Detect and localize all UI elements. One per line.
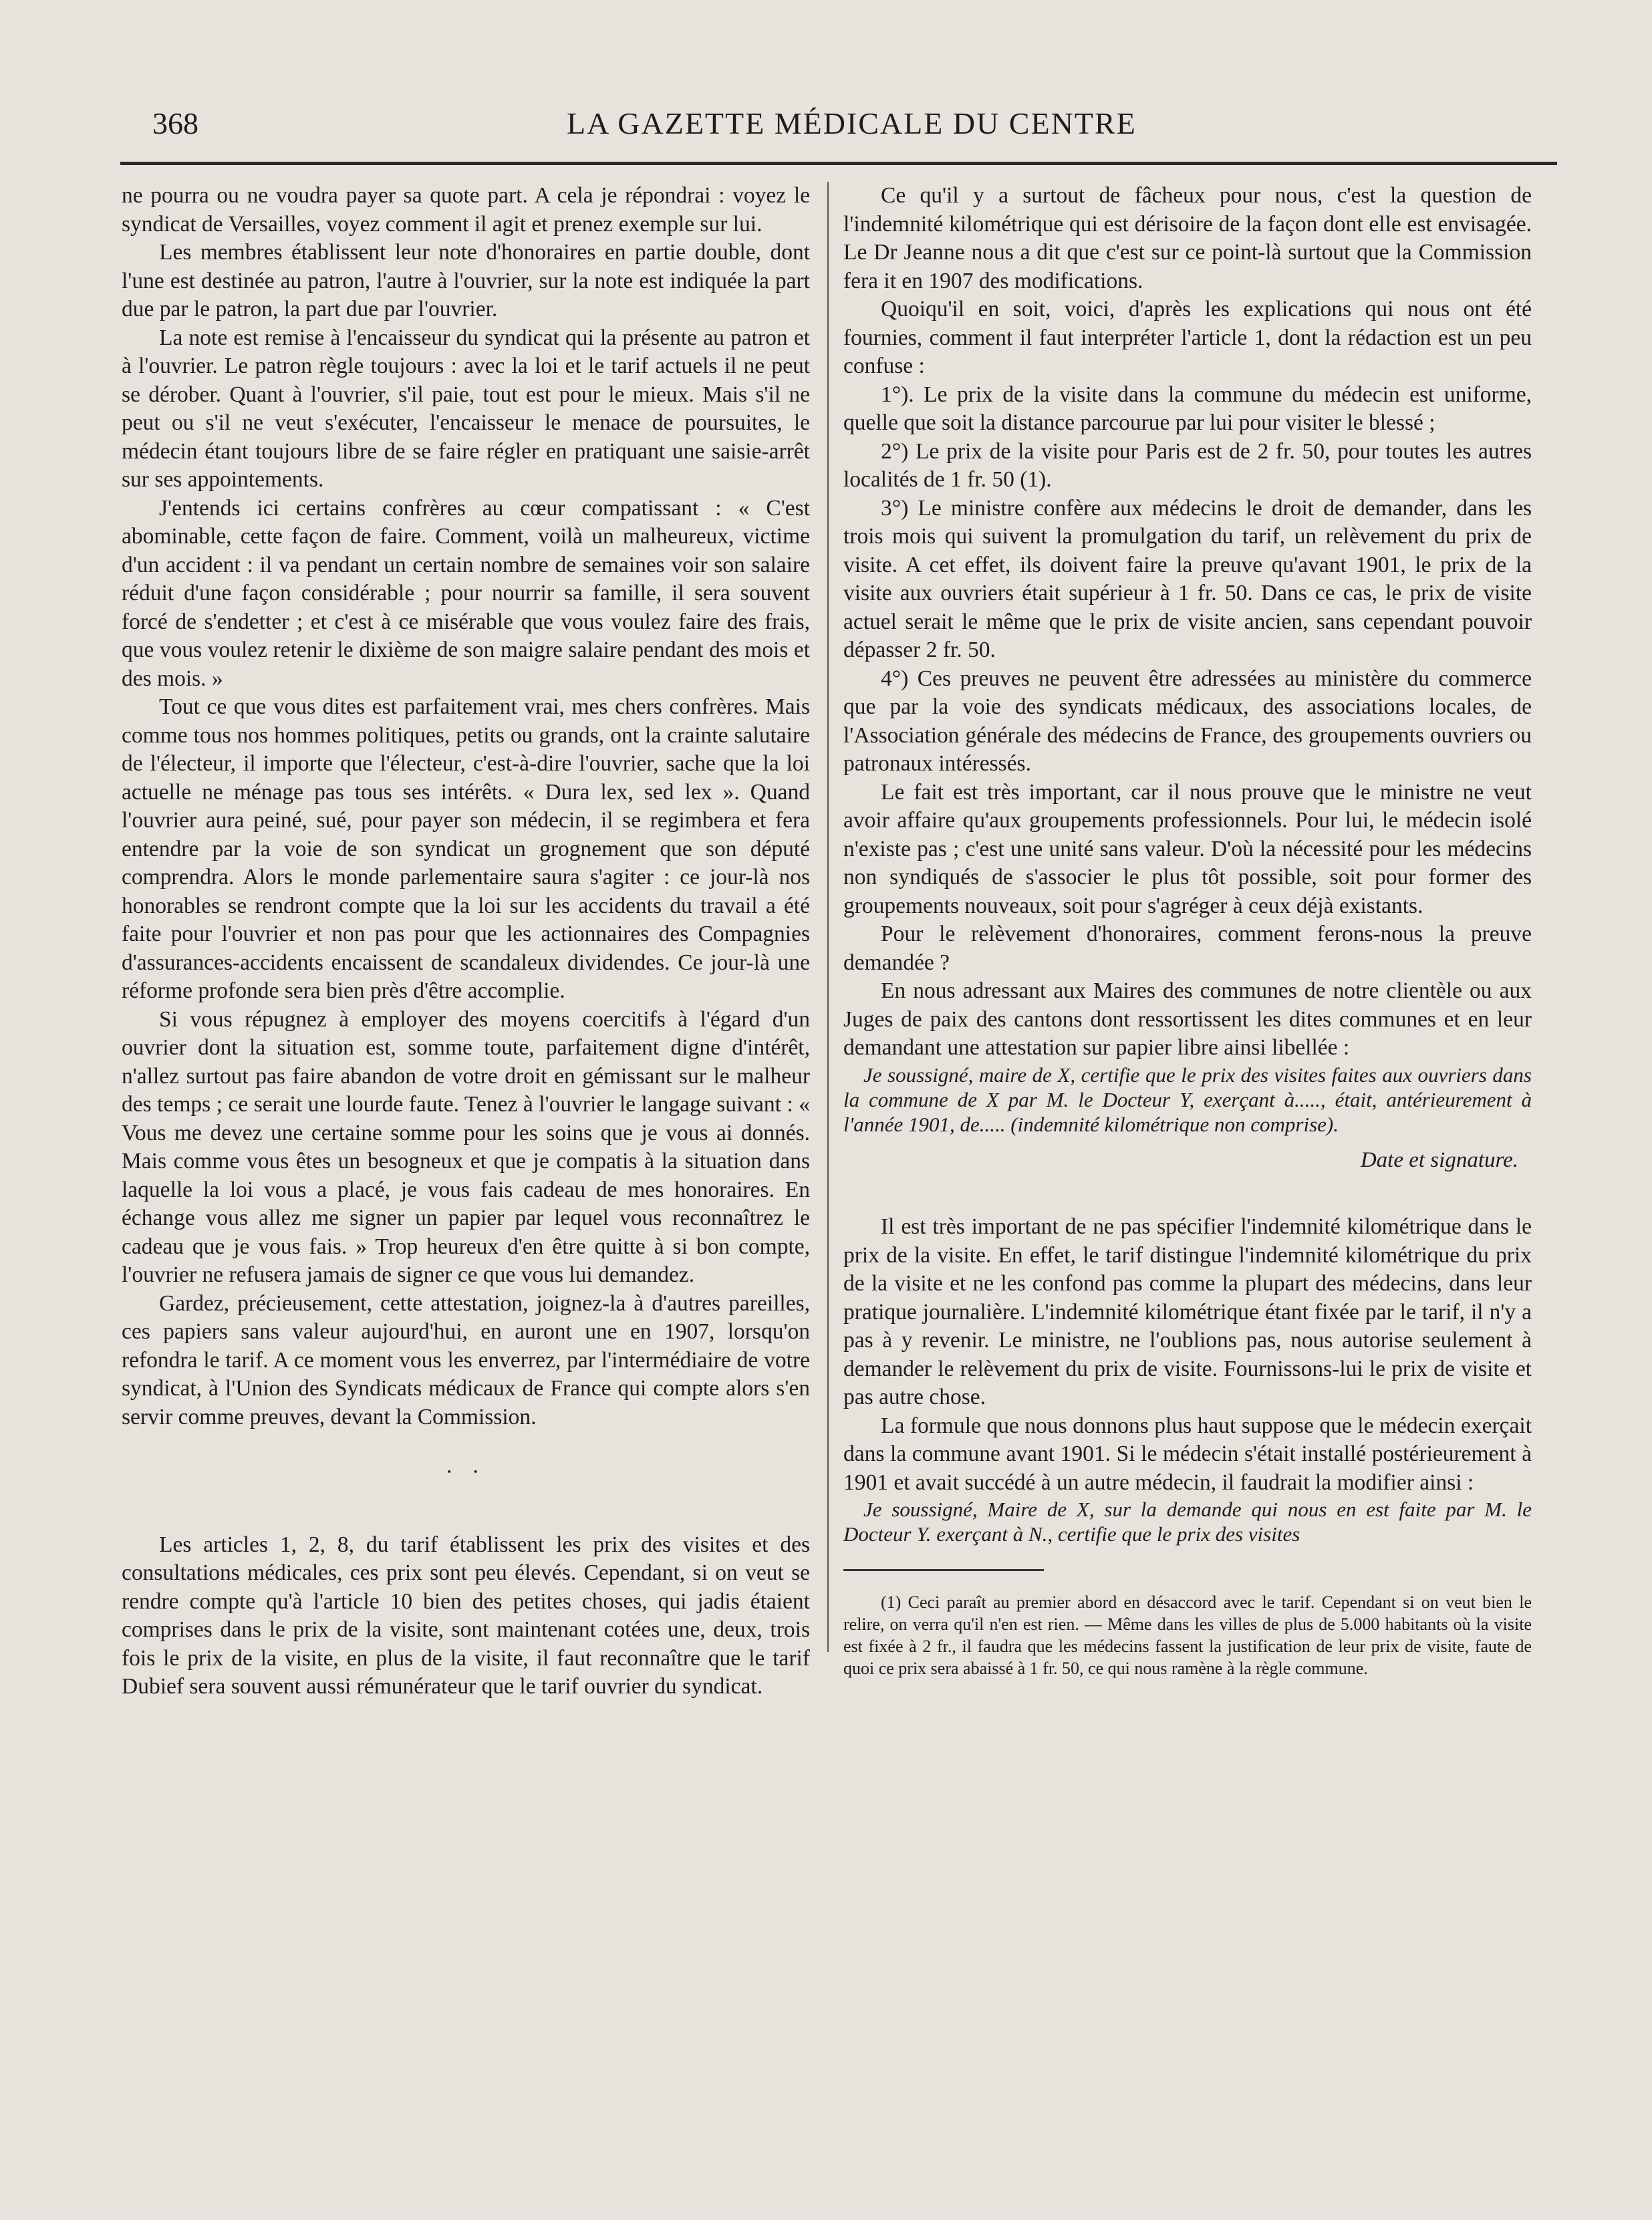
journal-title: LA GAZETTE MÉDICALE DU CENTRE [567,106,1137,140]
paragraph: Il est très important de ne pas spécifier l'indemnité kilométrique dans le prix de la visite. En effet, le tarif distingue l'indemnité kilométrique du prix de la visite et ne les confond pas comme la plupart des médecins, dans leur pratique journalière. L'indemnité kilométrique étant fixée par le tarif, il n'y a pas à y revenir. Le ministre, ne l'oublions pas, nous autorise seulement à demander le relèvement du prix de visite. Fournissons-lui le prix de visite et pas autre chose. [843,1214,1532,1409]
paragraph: 1°). Le prix de la visite dans la commune du médecin est uniforme, quelle que soit la distance parcourue par lui pour visiter le blessé ; [843,382,1532,435]
paragraph: La formule que nous donnons plus haut suppose que le médecin exerçait dans la commune avant 1901. Si le médecin s'était installé postérieurement à 1901 et avait succédé à un autre médecin, il faudrait la modifier ainsi : [843,1413,1532,1495]
left-column [122,182,810,1701]
attestation-template: Je soussigné, maire de X, certifie que le prix des visites faites aux ouvriers dans la commune de X par M. le Docteur Y, exerçant à....., était, antérieurement à l'année 1901, de..... (indemnité kilométrique non comprise). [843,1063,1532,1136]
paragraph: En nous adressant aux Maires des communes de notre clientèle ou aux Juges de paix des cantons dont ressortissent les dites communes et en leur demandant une attestation sur papier libre ainsi libellée : [843,978,1532,1060]
section-separator: · · [445,1460,487,1484]
paragraph: Gardez, précieusement, cette attestation, joignez-la à d'autres pareilles, ces papiers sans valeur aujourd'hui, en auront une en 1907, lorsqu'on refondra le tarif. A ce moment vous les enverrez, par l'intermédiaire de votre syndicat, à l'Union des Syndicats médicaux de France qui compte alors s'en servir comme preuves, devant la Commission. [122,1290,810,1429]
column-divider [827,182,829,1652]
attestation-template-alt: Je soussigné, Maire de X, sur la demande qui nous en est faite par M. le Docteur Y. exerçant à N., certifie que le prix des visites [843,1498,1532,1546]
paragraph: Tout ce que vous dites est parfaitement vrai, mes chers confrères. Mais comme tous nos hommes politiques, petits ou grands, ont la crainte salutaire de l'électeur, il importe que l'électeur, c'est-à-dire l'ouvrier, sache que la loi actuelle ne ménage pas tous ses intérêts. « Dura lex, sed lex ». Quand l'ouvrier aura peiné, sué, pour payer son médecin, il se regimbera et fera entendre par la voie de son syndicat un grognement que son député comprendra. Alors le monde parlementaire saura s'agiter : ce jour-là nos honorables se rendront compte que la loi sur les accidents du travail a été faite pour l'ouvrier et non pas pour que les actionnaires des Compagnies d'assurances-accidents encaissent de scandaleux dividendes. Ce jour-là une réforme profonde sera bien près d'être accomplie. [122,694,810,1003]
paragraph: Le fait est très important, car il nous prouve que le ministre ne veut avoir affaire qu'aux groupements professionnels. Pour lui, le médecin isolé n'existe pas ; c'est une unité sans valeur. D'où la nécessité pour les médecins non syndiqués de s'associer le plus tôt possible, soit pour former des groupements nouveaux, soit pour s'agréger à ceux déjà existants. [843,779,1532,918]
paragraph: 2°) Le prix de la visite pour Paris est de 2 fr. 50, pour toutes les autres localités de 1 fr. 50 (1). [843,438,1532,492]
page-number: 368 [152,106,198,140]
paragraph: Pour le relèvement d'honoraires, comment ferons-nous la preuve demandée ? [843,922,1532,975]
footnote: (1) Ceci paraît au premier abord en désaccord avec le tarif. Cependant si on veut bien le relire, on verra qu'il n'en est rien. — Même dans les villes de plus de 5.000 habitants où la visite est fixée à 2 fr., il faudra que les médecins fassent la justification de leur prix de visite, faute de quoi ce prix sera abaissé à 1 fr. 50, ce qui nous ramène à la règle commune. [843,1592,1532,1678]
paragraph: 3°) Le ministre confère aux médecins le droit de demander, dans les trois mois qui suivent la promulgation du tarif, un relèvement du prix de visite. A cet effet, ils doivent faire la preuve qu'avant 1901, le prix de la visite aux ouvriers était supérieur à 1 fr. 50. Dans ce cas, le prix de visite actuel serait le même que le prix de visite ancien, sans cependant pouvoir dépasser 2 fr. 50. [843,495,1532,662]
paragraph: Les articles 1, 2, 8, du tarif établissent les prix des visites et des consultations médicales, ces prix sont peu élevés. Cependant, si on veut se rendre compte qu'à l'article 10 bien des petites choses, qui jadis étaient comprises dans le prix de la visite, sont maintenant cotées une, deux, trois fois le prix de la visite, en plus de la visite, il faut reconnaître que le tarif Dubief sera souvent aussi rémunérateur que le tarif ouvrier du syndicat. [122,1532,810,1699]
paragraph: Ce qu'il y a surtout de fâcheux pour nous, c'est la question de l'indemnité kilométrique qui est dérisoire de la façon dont elle est envisagée. Le Dr Jeanne nous a dit que c'est sur ce point-là surtout que la Commission fera it en 1907 des modifications. [843,183,1532,293]
paragraph: 4°) Ces preuves ne peuvent être adressées au ministère du commerce que par la voie des syndicats médicaux, des associations locales, de l'Association générale des médecins de France, des groupements ouvriers ou patronaux intéressés. [843,666,1532,776]
paragraph: La note est remise à l'encaisseur du syndicat qui la présente au patron et à l'ouvrier. Le patron règle toujours : avec la loi et le tarif actuels il ne peut se dérober. Quant à l'ouvrier, s'il paie, tout est pour le mieux. Mais s'il ne peut ou s'il ne veut s'exécuter, l'encaisseur le menace de poursuites, le médecin étant toujours libre de se faire régler en pratiquant une saisie-arrêt sur ses appointements. [122,325,810,492]
paragraph: ne pourra ou ne voudra payer sa quote part. A cela je répondrai : voyez le syndicat de Versailles, voyez comment il agit et prenez exemple sur lui. [122,183,810,237]
footnote-rule [843,1569,1044,1571]
right-column [843,182,1532,1679]
paragraph: Les membres établissent leur note d'honoraires en partie double, dont l'une est destinée au patron, l'autre à l'ouvrier, sur la note est indiquée la part due par le patron, la part due par l'ouvrier. [122,240,810,321]
paragraph: Si vous répugnez à employer des moyens coercitifs à l'égard d'un ouvrier dont la situation est, somme toute, parfaitement digne d'intérêt, n'allez surtout pas faire abandon de votre droit en gémissant sur le malheur des temps ; ce serait une lourde faute. Tenez à l'ouvrier le langage suivant : « Vous me devez une certaine somme pour les soins que je vous ai donnés. Mais comme vous êtes un besogneux et que je compatis à la situation dans laquelle la loi vous a placé, je vous fais cadeau de mes honoraires. En échange vous allez me signer un papier par lequel vous reconnaîtrez le cadeau que je vous fais. » Trop heureux d'en être quitte à si bon compte, l'ouvrier ne refusera jamais de signer ce que vous lui demandez. [122,1006,810,1287]
signature-line: Date et signature. [1360,1147,1518,1172]
paragraph: Quoiqu'il en soit, voici, d'après les explications qui nous ont été fournies, comment il faut interpréter l'article 1, dont la rédaction est un peu confuse : [843,297,1532,378]
paragraph: J'entends ici certains confrères au cœur compatissant : « C'est abominable, cette façon de faire. Comment, voilà un malheureux, victime d'un accident : il va pendant un certain nombre de semaines voir son salaire réduit d'une façon considérable ; pour nourrir sa famille, il sera souvent forcé de s'endetter ; et c'est à ce misérable que vous voulez faire des frais, que vous voulez retenir le dixième de son maigre salaire pendant des mois et des mois. » [122,495,810,691]
header-rule [120,162,1557,165]
page-header [152,100,1522,154]
